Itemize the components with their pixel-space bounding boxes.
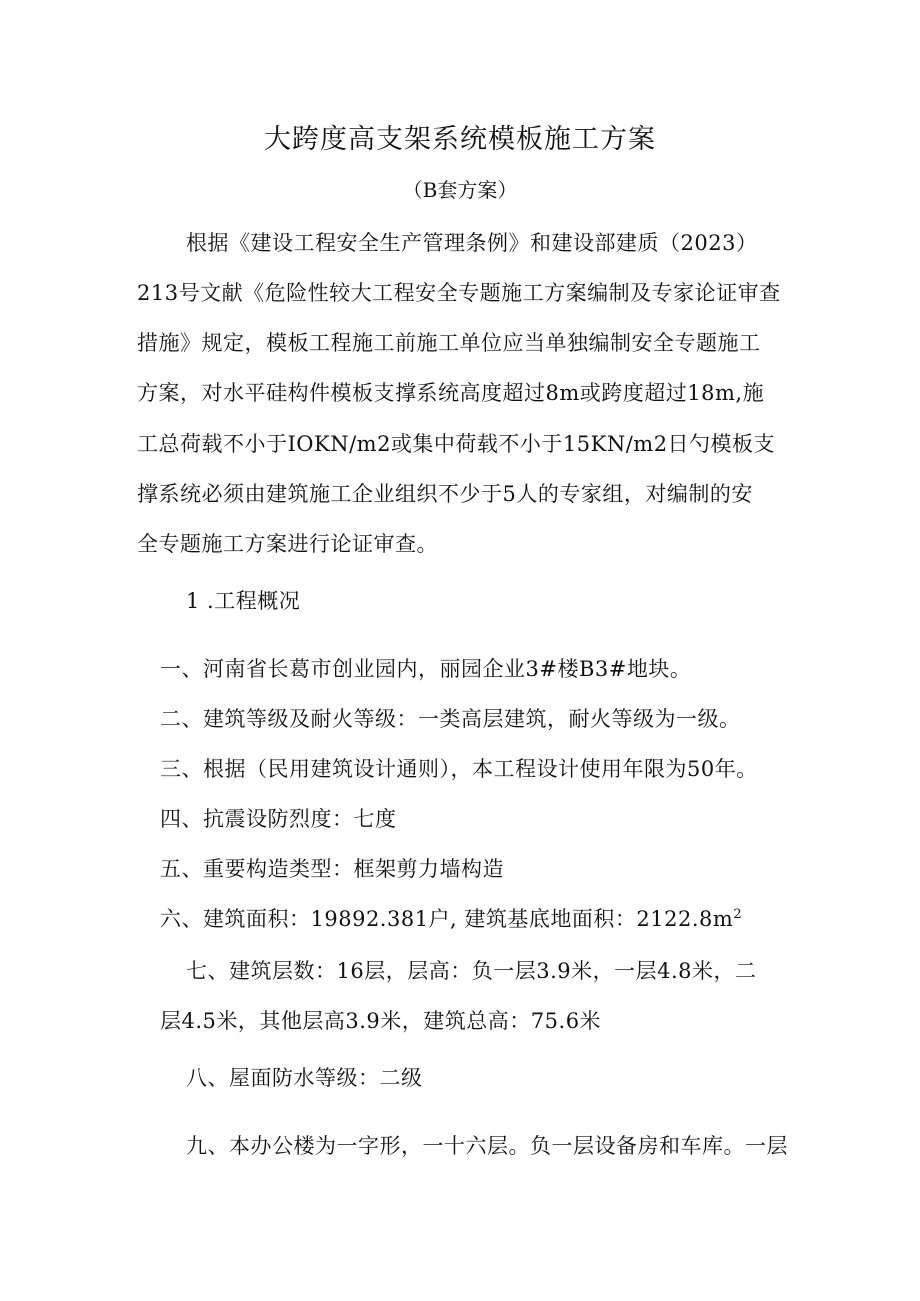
document-title: 大跨度高支架系统模板施工方案 <box>264 124 656 155</box>
area-unit-superscript: 2 <box>733 907 743 922</box>
document-subtitle: （B套方案） <box>402 178 518 202</box>
overview-item: 八、屋面防水等级：二级 <box>186 1066 423 1090</box>
intro-line: 措施》规定，模板工程施工前施工单位应当单独编制安全专题施工 <box>137 331 761 355</box>
intro-line: 工总荷载不小于IOKN/m2或集中荷载不小于15KN∕m2日勺模板支 <box>137 432 776 456</box>
intro-line: 全专题施工方案进行论证审查。 <box>137 532 438 556</box>
area-text: 六、建筑面积：19892.381户, 建筑基底地面积：2122.8m <box>160 907 734 931</box>
overview-item: 五、重要构造类型：框架剪力墙构造 <box>160 857 504 881</box>
overview-item: 四、抗震设防烈度：七度 <box>160 807 397 831</box>
intro-line: 213号文献《危险性较大工程安全专题施工方案编制及专家论证审查 <box>137 281 781 305</box>
overview-item: 二、建筑等级及耐火等级：一类高层建筑，耐火等级为一级。 <box>160 707 741 731</box>
intro-line: 撑系统必须由建筑施工企业组织不少于5人的专家组，对编制的安 <box>137 482 753 506</box>
intro-line: 根据《建设工程安全生产管理条例》和建设部建质（2023） <box>186 231 758 255</box>
overview-item: 一、河南省长葛市创业园内，丽园企业3#楼B3#地块。 <box>160 657 692 681</box>
intro-line: 方案，对水平硅构件模板支撑系统高度超过8m或跨度超过18m,施 <box>137 381 765 405</box>
overview-item: 九、本办公楼为一字形，一十六层。负一层设备房和车库。一层 <box>186 1134 788 1158</box>
overview-item-area <box>160 905 742 933</box>
overview-item: 三、根据（民用建筑设计通则），本工程设计使用年限为50年。 <box>160 757 758 781</box>
section-heading: 1 .工程概况 <box>186 589 301 613</box>
overview-item-floors-cont: 层4.5米，其他层高3.9米，建筑总高：75.6米 <box>160 1009 602 1033</box>
overview-item-floors: 七、建筑层数：16层，层高：负一层3.9米，一层4.8米，二 <box>186 959 757 983</box>
